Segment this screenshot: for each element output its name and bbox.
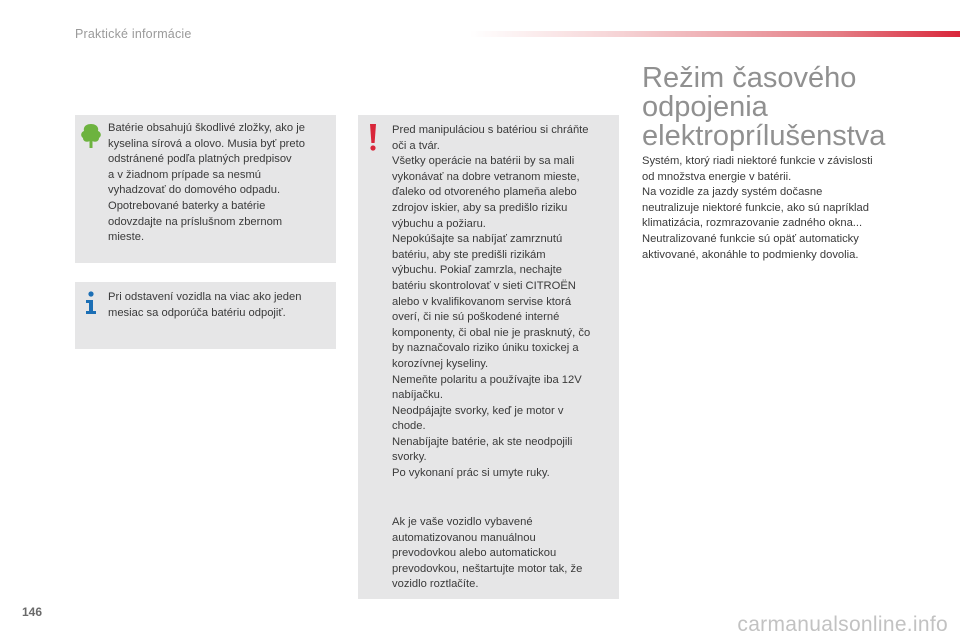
environment-note-box [75, 115, 336, 263]
warning-note-text-gearbox: Ak je vaše vozidlo vybavené automatizovanou manuálnou prevodovkou alebo automatickou prevodovkou, neštartujte motor tak, že vozidlo roztlačíte. [392, 516, 583, 591]
section-body-text: Systém, ktorý riadi niektoré funkcie v závislosti od množstva energie v batérii. Na vozidle za jazdy systém dočasne neutralizuje niektoré funkcie, ako sú napríklad klimatizácia, rozmrazovanie zadného okna... Neutralizované funkcie sú opäť automaticky aktivované, akonáhle to podmienky dovolia. [642, 155, 873, 261]
leaf-tree-icon [80, 123, 102, 149]
exclamation-icon [368, 124, 378, 152]
warning-note-text: Pred manipuláciou s batériou si chráňte oči a tvár. Všetky operácie na batérii by sa mali vykonávať na dobre vetranom mieste, ďaleko od otvoreného plameňa alebo zdrojov iskier, aby sa predišlo riziku výbuchu a požiaru. Nepokúšajte sa nabíjať zamrznutú batériu, aby ste predišli rizikám výbuchu. Pokiaľ zamrzla, nechajte batériu skontrolovať v sieti CITROËN alebo v kvalifikovanom servise ktorá overí, či nie sú poškodené interné komponenty, či obal nie je prasknutý, čo by naznačovalo riziko úniku toxickej a korozívnej kyseliny. Nemeňte polaritu a používajte iba 12V nabíjačku. Neodpájajte svorky, keď je motor v chode. Nenabíjajte batérie, ak ste neodpojili svorky. Po vykonaní prác si umyte ruky. [392, 124, 591, 480]
warning-note-box [358, 115, 619, 599]
info-icon [84, 291, 98, 315]
page-number: 146 [22, 605, 43, 619]
environment-note-text: Batérie obsahujú škodlivé zložky, ako je kyselina sírová a olovo. Musia byť preto odstránené podľa platných predpisov a v žiadnom prípade sa nesmú vyhadzovať do domového odpadu. Opotrebované baterky a batérie odovzdajte na príslušnom zbernom mieste. [108, 122, 305, 244]
page-header-title: Praktické informácie [75, 27, 192, 41]
header-accent-bar [470, 31, 960, 37]
info-note-box [75, 282, 336, 349]
watermark-text: carmanualsonline.info [737, 613, 948, 636]
info-note-text: Pri odstavení vozidla na viac ako jeden mesiac sa odporúča batériu odpojiť. [108, 291, 302, 319]
section-heading: Režim časového odpojenia elektroprílušenstva [642, 62, 886, 152]
